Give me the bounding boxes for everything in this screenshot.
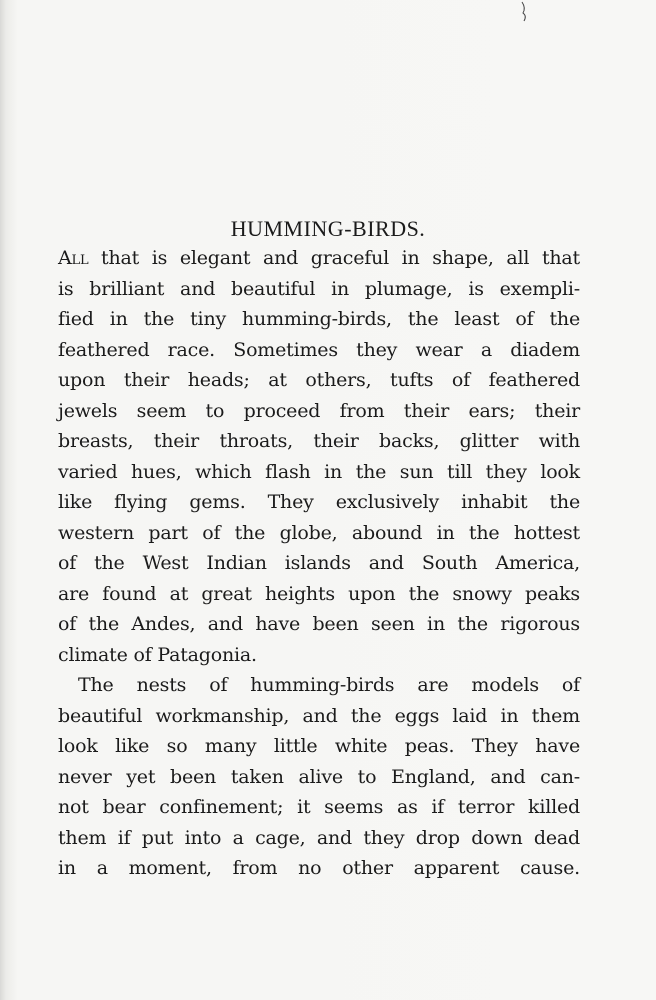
text-line: never yet been taken alive to England, and can- <box>58 765 580 788</box>
text-line: beautiful workmanship, and the eggs laid in them <box>58 704 580 727</box>
text-line: breasts, their throats, their backs, glitter with <box>58 430 580 452</box>
text-line: western part of the globe, abound in the hottest <box>58 521 580 544</box>
text-line: look like so many little white peas. They have <box>58 735 580 757</box>
text-line: climate of Patagonia. <box>58 643 257 666</box>
margin-mark <box>518 0 532 22</box>
text-line: of the Andes, and have been seen in the rigorous <box>58 613 580 635</box>
text-line: upon their heads; at others, tufts of feathered <box>58 369 580 391</box>
lead-word: All <box>58 247 89 269</box>
text-line: feathered race. Sometimes they wear a diadem <box>58 338 580 361</box>
text-line: in a moment, from no other apparent cause. <box>58 857 580 879</box>
text-line: of the West Indian islands and South America, <box>58 552 580 574</box>
text-line: The nests of humming-birds are models of <box>78 674 580 696</box>
text-line: All that is elegant and graceful in shape, all that <box>58 247 580 269</box>
page-title: HUMMING-BIRDS. <box>230 215 426 241</box>
text-line: are found at great heights upon the snowy peaks <box>58 582 580 605</box>
text-line: not bear confinement; it seems as if terror killed <box>58 796 580 818</box>
body-text <box>58 243 580 884</box>
text-line: fied in the tiny humming-birds, the least of the <box>58 308 580 330</box>
text-line: like flying gems. They exclusively inhabit the <box>58 491 580 513</box>
text-line: them if put into a cage, and they drop down dead <box>58 826 580 849</box>
text-line: is brilliant and beautiful in plumage, is exempli- <box>58 277 580 300</box>
show-through-text <box>300 82 640 232</box>
text-line: jewels seem to proceed from their ears; their <box>58 399 580 422</box>
text-line: varied hues, which flash in the sun till they look <box>58 460 580 483</box>
